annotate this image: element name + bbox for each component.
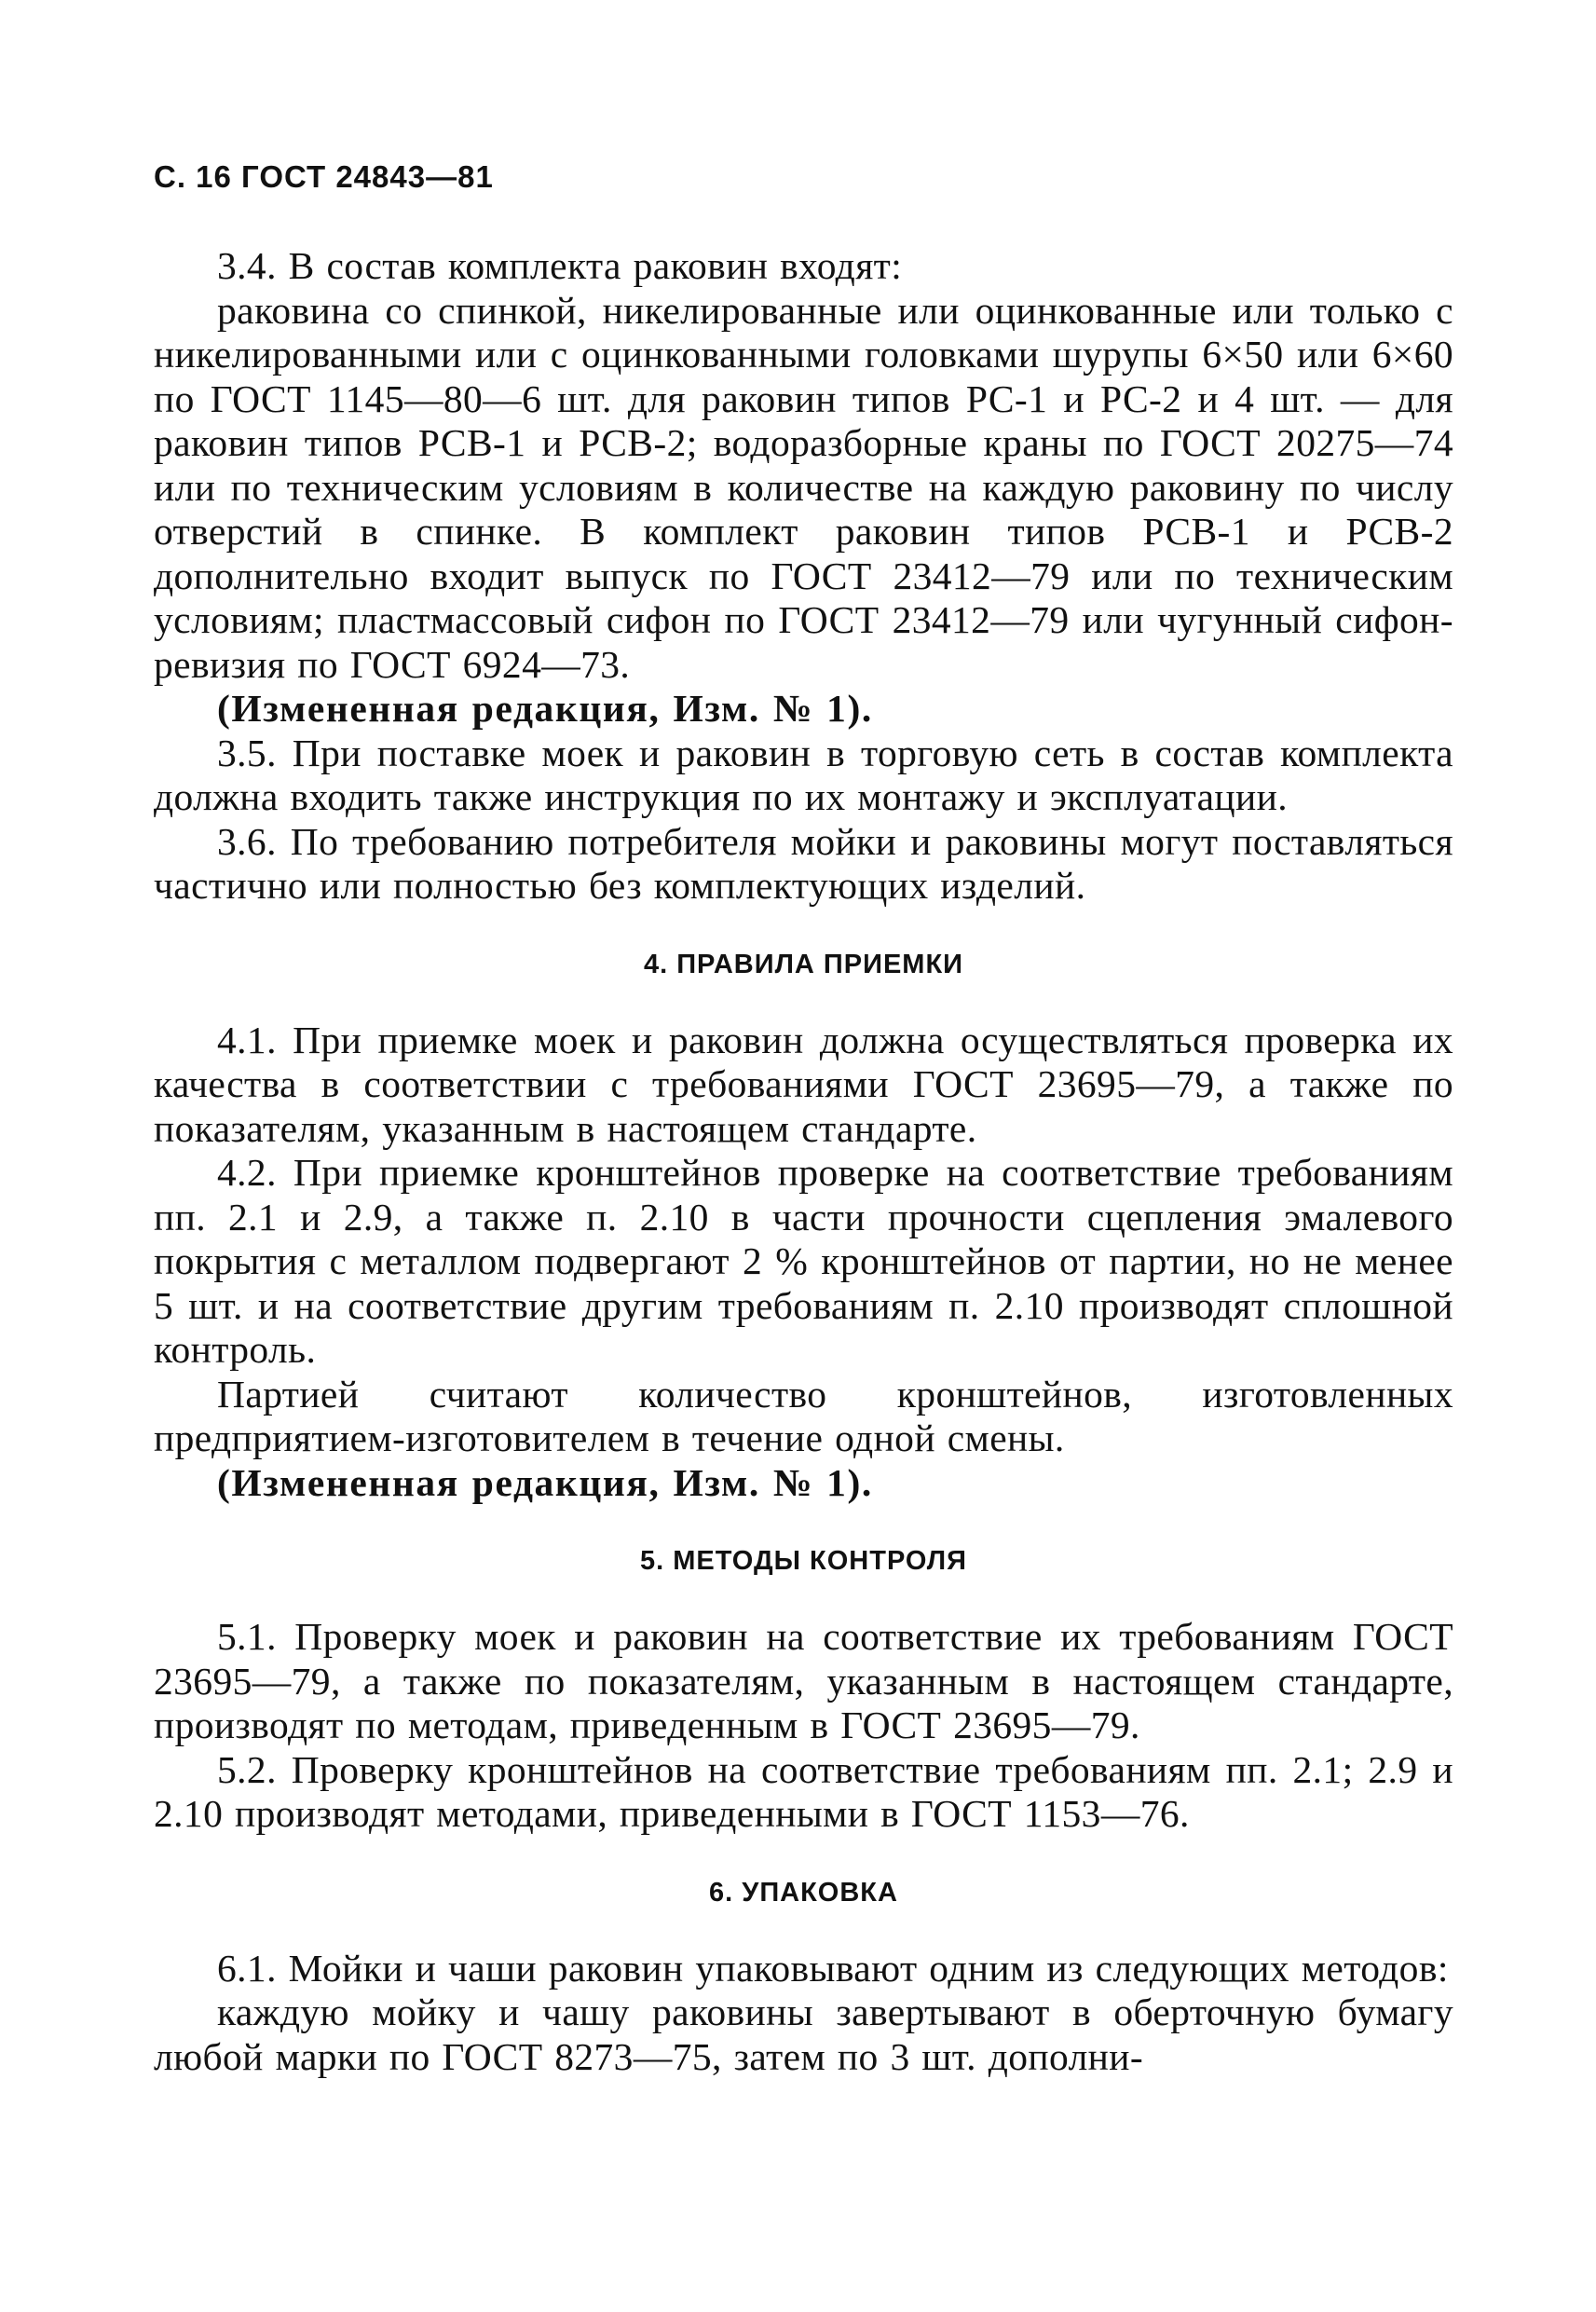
running-head: С. 16 ГОСТ 24843—81 <box>154 159 494 194</box>
paragraph-3-6: 3.6. По требованию потребителя мойки и раковины могут поставляться частично или полностью без комплектующих изделий. <box>154 819 1453 907</box>
section-title-5: 5. МЕТОДЫ КОНТРОЛЯ <box>640 1546 967 1576</box>
paragraph-4-1: 4.1. При приемке моек и раковин должна осуществляться проверка их качества в соответствии с требованиями ГОСТ 23695—79, а также по показателям, указанным в настоящем стандарте. <box>154 1018 1453 1150</box>
paragraph-3-4: 3.4. В состав комплекта раковин входят: <box>217 244 903 287</box>
section-title-6: 6. УПАКОВКА <box>709 1877 898 1908</box>
document-page <box>154 157 1453 2079</box>
paragraph-5-1: 5.1. Проверку моек и раковин на соответствие их требованиям ГОСТ 23695—79, а также по показателям, указанным в настоящем стандарте, производят по методам, приведенным в ГОСТ 23695—79. <box>154 1615 1453 1746</box>
paragraph-3-5: 3.5. При поставке моек и раковин в торговую сеть в состав комплекта должна входить также инструкция по их монтажу и эксплуатации. <box>154 731 1453 818</box>
paragraph-6-1-method: каждую мойку и чашу раковины завертывают в оберточную бумагу любой марки по ГОСТ 8273—75, затем по 3 шт. дополни- <box>154 1991 1453 2078</box>
paragraph-lot-definition: Партией считают количество кронштейнов, изготовленных предприятием-изготовителем в течение одной смены. <box>154 1372 1453 1459</box>
paragraph-4-2: 4.2. При приемке кронштейнов проверке на соответствие требованиям пп. 2.1 и 2.9, а также п. 2.10 в части прочности сцепления эмалевого покрытия с металлом подвергают 2 % кронштейнов от партии, но не менее 5 шт. и на соответствие другим требованиям п. 2.10 производят сплошной контроль. <box>154 1151 1453 1371</box>
amendment-note: (Измененная редакция, Изм. № 1). <box>217 687 873 730</box>
amendment-note: (Измененная редакция, Изм. № 1). <box>217 1460 873 1504</box>
paragraph-5-2: 5.2. Проверку кронштейнов на соответствие требованиям пп. 2.1; 2.9 и 2.10 производят методами, приведенными в ГОСТ 1153—76. <box>154 1747 1453 1835</box>
section-title-4: 4. ПРАВИЛА ПРИЕМКИ <box>643 949 964 979</box>
paragraph-6-1: 6.1. Мойки и чаши раковин упаковывают одним из следующих методов: <box>217 1946 1449 1990</box>
paragraph-3-4-contents: раковина со спинкой, никелированные или оцинкованные или только с никелированными или с оцинкованными головками шурупы 6×50 или 6×60 по ГОСТ 1145—80—6 шт. для раковин типов РС-1 и РС-2 и 4 шт. — для раковин типов РСВ-1 и РСВ-2; водоразборные краны по ГОСТ 20275—74 или по техническим условиям в количестве на каждую раковину по числу отверстий в спинке. В комплект раковин типов РСВ-1 и РСВ-2 дополнительно входит выпуск по ГОСТ 23412—79 или по техническим условиям; пластмассовый сифон по ГОСТ 23412—79 или чугунный сифон-ревизия по ГОСТ 6924—73. <box>154 288 1453 686</box>
document-body <box>154 244 1453 2079</box>
